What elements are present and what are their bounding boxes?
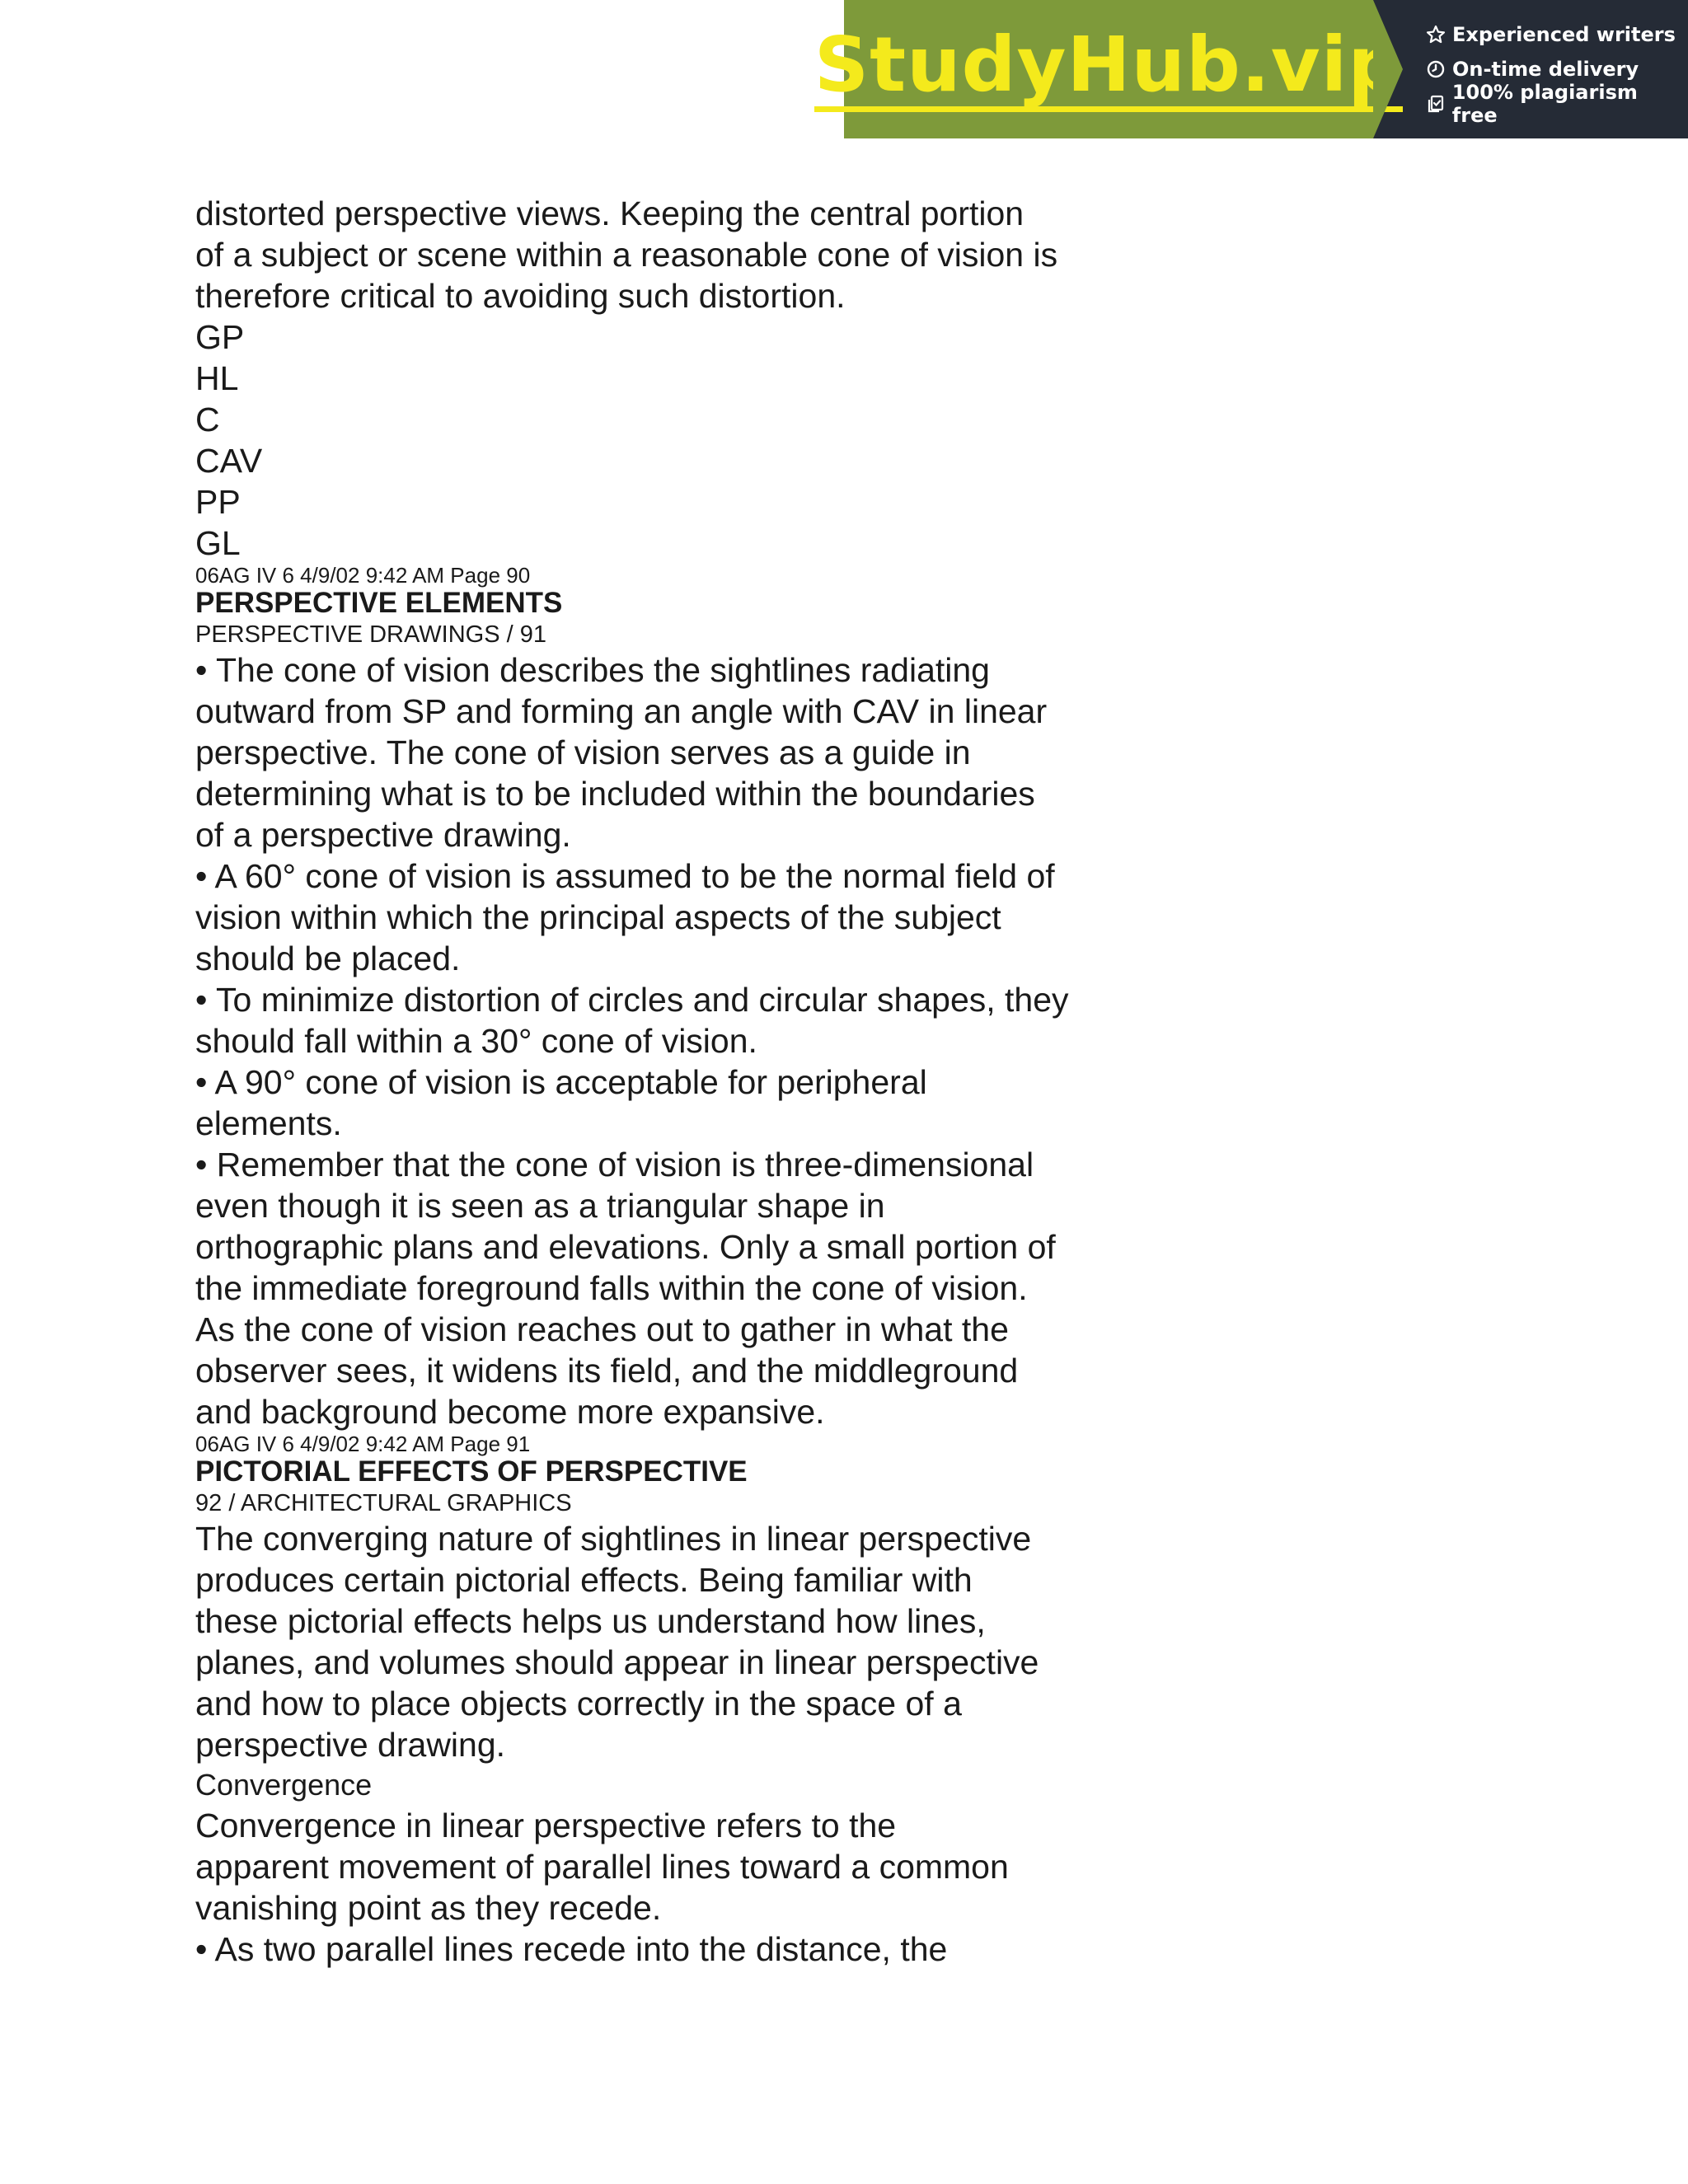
brand-panel[interactable] [814, 0, 1404, 138]
document-page [195, 193, 1184, 1970]
body-line: determining what is to be included within the boundaries [195, 775, 1035, 813]
feature-label: 100% plagiarism free [1451, 81, 1638, 127]
body-line: • The cone of vision describes the sightlines radiating [195, 651, 990, 689]
diagram-label-cav: CAV [195, 442, 263, 480]
body-line: • To minimize distortion of circles and circular shapes, they [195, 981, 1069, 1019]
body-line: these pictorial effects helps us understand how lines, [195, 1602, 986, 1640]
body-line: Convergence in linear perspective refers to the [195, 1807, 897, 1844]
body-line: apparent movement of parallel lines toward a common [195, 1848, 1009, 1886]
diagram-label-c: C [195, 401, 220, 438]
feature-on-time-delivery [1424, 54, 1688, 84]
body-line: and background become more expansive. [195, 1393, 825, 1431]
feature-experienced-writers [1424, 20, 1688, 49]
diagram-label-pp: PP [195, 483, 241, 521]
section-heading: PICTORIAL EFFECTS OF PERSPECTIVE [195, 1455, 748, 1488]
body-line: perspective drawing. [195, 1726, 506, 1764]
body-line: should be placed. [195, 940, 461, 977]
body-line: As the cone of vision reaches out to gather in what the [195, 1310, 1009, 1348]
page-meta: 06AG IV 6 4/9/02 9:42 AM Page 91 [195, 1432, 531, 1456]
studyhub-banner[interactable] [814, 0, 1688, 138]
diagram-label-hl: HL [195, 359, 239, 397]
body-line: the immediate foreground falls within the cone of vision. [195, 1269, 1028, 1307]
brand-logo-text[interactable]: StudyHub.vip [814, 27, 1403, 112]
body-line: vanishing point as they recede. [195, 1889, 662, 1927]
running-head: PERSPECTIVE DRAWINGS / 91 [195, 621, 546, 648]
subheading: Convergence [195, 1768, 373, 1802]
clock-icon [1424, 59, 1447, 79]
feature-list [1373, 0, 1688, 138]
intro-line: therefore critical to avoiding such distortion. [195, 277, 846, 315]
body-line: outward from SP and forming an angle with CAV in linear [195, 692, 1048, 730]
feature-plagiarism-free [1424, 81, 1688, 127]
body-line: observer sees, it widens its field, and the middleground [195, 1352, 1019, 1390]
body-line: and how to place objects correctly in the space of a [195, 1685, 962, 1722]
body-line: • A 60° cone of vision is assumed to be the normal field of [195, 857, 1055, 895]
body-line: perspective. The cone of vision serves as a guide in [195, 733, 971, 771]
body-line: vision within which the principal aspects of the subject [195, 898, 1001, 936]
feature-label: On-time delivery [1452, 58, 1639, 81]
body-line: produces certain pictorial effects. Being familiar with [195, 1561, 973, 1599]
document-check-icon [1424, 94, 1447, 114]
body-line: • A 90° cone of vision is acceptable for peripheral [195, 1063, 927, 1101]
star-icon [1424, 25, 1447, 45]
body-line: elements. [195, 1104, 342, 1142]
feature-label: Experienced writers [1452, 23, 1676, 46]
body-line: should fall within a 30° cone of vision. [195, 1022, 757, 1060]
body-line: • As two parallel lines recede into the distance, the [195, 1930, 948, 1968]
body-line: planes, and volumes should appear in linear perspective [195, 1643, 1039, 1681]
body-line: even though it is seen as a triangular shape in [195, 1187, 885, 1225]
diagram-label-gp: GP [195, 318, 245, 356]
intro-line: distorted perspective views. Keeping the central portion [195, 194, 1025, 232]
diagram-label-gl: GL [195, 524, 241, 562]
body-line: The converging nature of sightlines in linear perspective [195, 1520, 1032, 1558]
body-line: of a perspective drawing. [195, 816, 571, 854]
body-line: • Remember that the cone of vision is three-dimensional [195, 1146, 1034, 1183]
running-head: 92 / ARCHITECTURAL GRAPHICS [195, 1490, 572, 1516]
section-heading: PERSPECTIVE ELEMENTS [195, 587, 563, 619]
page-meta: 06AG IV 6 4/9/02 9:42 AM Page 90 [195, 563, 531, 588]
body-line: orthographic plans and elevations. Only a small portion of [195, 1228, 1056, 1266]
intro-line: of a subject or scene within a reasonable cone of vision is [195, 236, 1058, 274]
